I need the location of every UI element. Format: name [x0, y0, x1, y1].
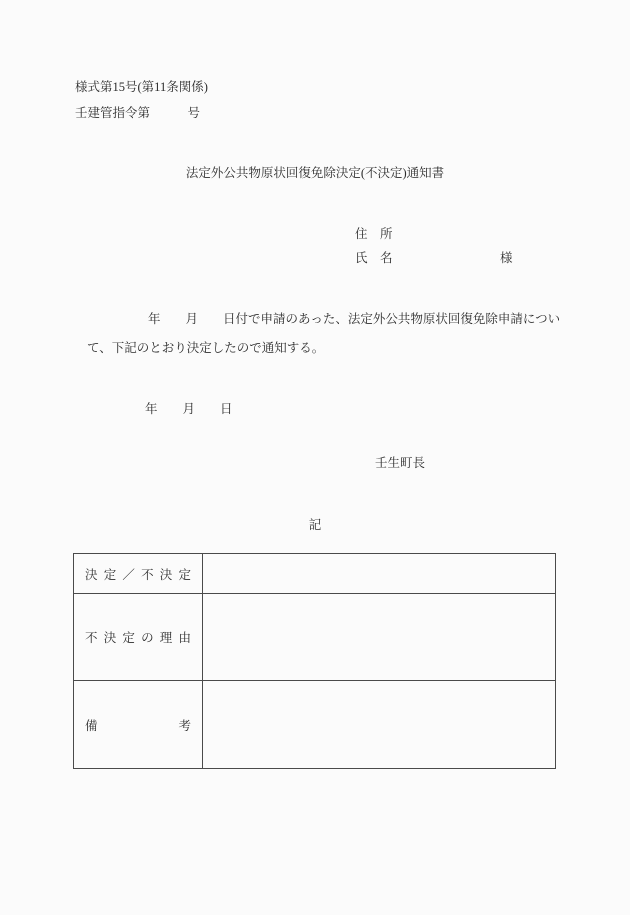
table-row-label: 決 定 ／ 不 決 定: [85, 567, 191, 582]
date-line: 年 月 日: [145, 402, 233, 416]
table-row-label-cell: [74, 554, 203, 593]
recipient-name-label: 氏 名: [355, 251, 393, 265]
body-line-2: て、下記のとおり決定したので通知する。: [87, 341, 325, 355]
table-row-value-cell: [203, 554, 555, 593]
table-row-decision: [74, 554, 555, 593]
body-line-1: 年 月 日付で申請のあった、法定外公共物原状回復免除申請につい: [148, 312, 561, 326]
document-title: 法定外公共物原状回復免除決定(不決定)通知書: [185, 166, 445, 180]
table-row-value-cell: [203, 681, 555, 768]
table-row-label-cell: [74, 594, 203, 680]
form-number: 様式第15号(第11条関係): [75, 80, 208, 94]
table-row-value-cell: [203, 594, 555, 680]
record-marker: 記: [308, 518, 322, 532]
recipient-address-label: 住 所: [355, 227, 393, 241]
table-row-label: 備 考: [85, 718, 191, 733]
table-row-label: 不 決 定 の 理 由: [85, 631, 191, 645]
table-row-label-cell: [74, 681, 203, 768]
sender-title: 壬生町長: [375, 456, 426, 470]
table-row-remarks: [74, 680, 555, 768]
recipient-honorific: 様: [500, 251, 513, 265]
directive-number-line: 壬建管指令第 号: [75, 106, 201, 120]
table-row-reason: [74, 593, 555, 680]
decision-table: [73, 553, 556, 769]
